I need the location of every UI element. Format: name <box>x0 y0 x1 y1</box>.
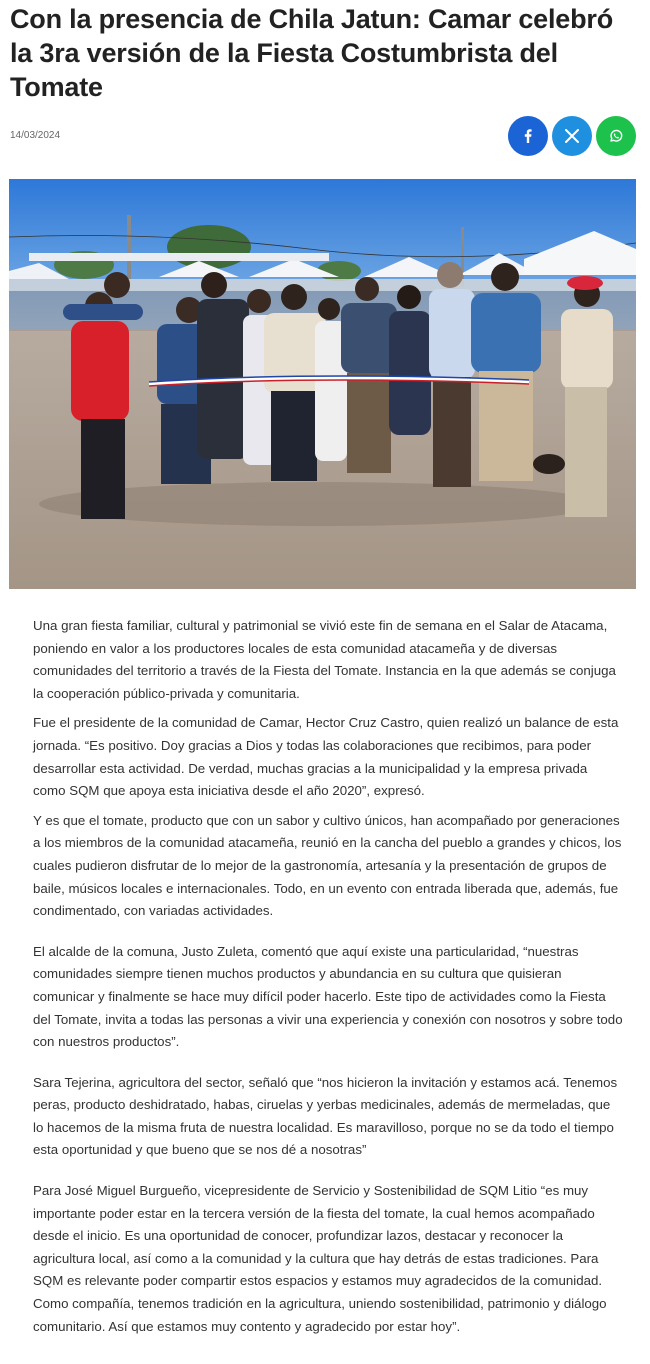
whatsapp-icon <box>608 128 624 144</box>
article-paragraph-2: Fue el presidente de la comunidad de Camar, Hector Cruz Castro, quien realizó un balance de esta jornada. “Es positivo. Doy gracias a Dios y todas las colaboraciones que recibimos, para poder desarrollar esta actividad. De verdad, muchas gracias a la municipalidad y la empresa privada como SQM que apoya esta iniciativa desde el año 2020”, expresó. <box>33 715 619 799</box>
article-paragraph-4: El alcalde de la comuna, Justo Zuleta, comentó que aquí existe una particularidad, “nuestras comunidades siempre tienen muchos productos y abundancia en su cultura que quisieran comunicar y finalmente se hace muy difícil poder hacerlo. Este tipo de actividades como la Fiesta del Tomate, invita a todas las personas a vivir una experiencia y conexión con nosotros y sobre todo con nuestros productos”. <box>33 943 623 1050</box>
article-title: Con la presencia de Chila Jatun: Camar celebró la 3ra versión de la Fiesta Costumbrista del Tomate <box>10 4 613 102</box>
share-x-button[interactable] <box>552 116 592 156</box>
article-body <box>33 615 623 1338</box>
share-facebook-button[interactable] <box>508 116 548 156</box>
article-paragraph-6: Para José Miguel Burgueño, vicepresidente de Servicio y Sostenibilidad de SQM Litio “es muy importante poder estar en la tercera versión de la fiesta del tomate, la cual hemos acompañado desde el inicio. Es una oportunidad de conocer, profundizar lazos, destacar y reconocer la agricultura local, así como a la comunidad y la cultura que hay detrás de estas tradiciones. Para SQM es relevante poder compartir estos espacios y estamos muy agradecidos de la comunidad. Como compañía, tenemos tradición en la agricultura, uniendo sostenibilidad, patrimonio y diálogo comunitario. Así que estamos muy contento y agradecido por estar hoy”. <box>33 1183 607 1334</box>
share-whatsapp-button[interactable] <box>596 116 636 156</box>
article-paragraph-3: Y es que el tomate, producto que con un sabor y cultivo únicos, han acompañado por generaciones a los miembros de la comunidad atacameña, reunió en la cancha del pueblo a grandes y chicos, los cuales pudieron disfrutar de lo mejor de la gastronomía, artesanía y la presentación de grupos de baile, músicos locales e internacionales. Todo, en un evento con entrada liberada que, además, fue condimentado, con variadas actividades. <box>33 812 622 919</box>
article-photo <box>9 179 636 589</box>
article-date: 14/03/2024 <box>10 130 61 141</box>
facebook-icon <box>521 129 535 143</box>
article-paragraph-1: Una gran fiesta familiar, cultural y patrimonial se vivió este fin de semana en el Salar de Atacama, poniendo en valor a los productores locales de esta comunidad atacameña y de diversas comunidades del territorio a través de la Fiesta del Tomate. Instancia en la que además se conjuga la cooperación público-privada y comunitaria. <box>33 618 616 701</box>
article-paragraph-5: Sara Tejerina, agricultora del sector, señaló que “nos hicieron la invitación y estamos acá. Tenemos peras, producto deshidratado, habas, ciruelas y yerbas medicinales, además de mermeladas, que lo hacemos de la misma fruta de nuestra localidad. Es maravilloso, porque no se da todo el tiempo esta oportunidad y que bueno que se nos dé a nosotras” <box>33 1074 618 1158</box>
x-icon <box>565 129 579 143</box>
